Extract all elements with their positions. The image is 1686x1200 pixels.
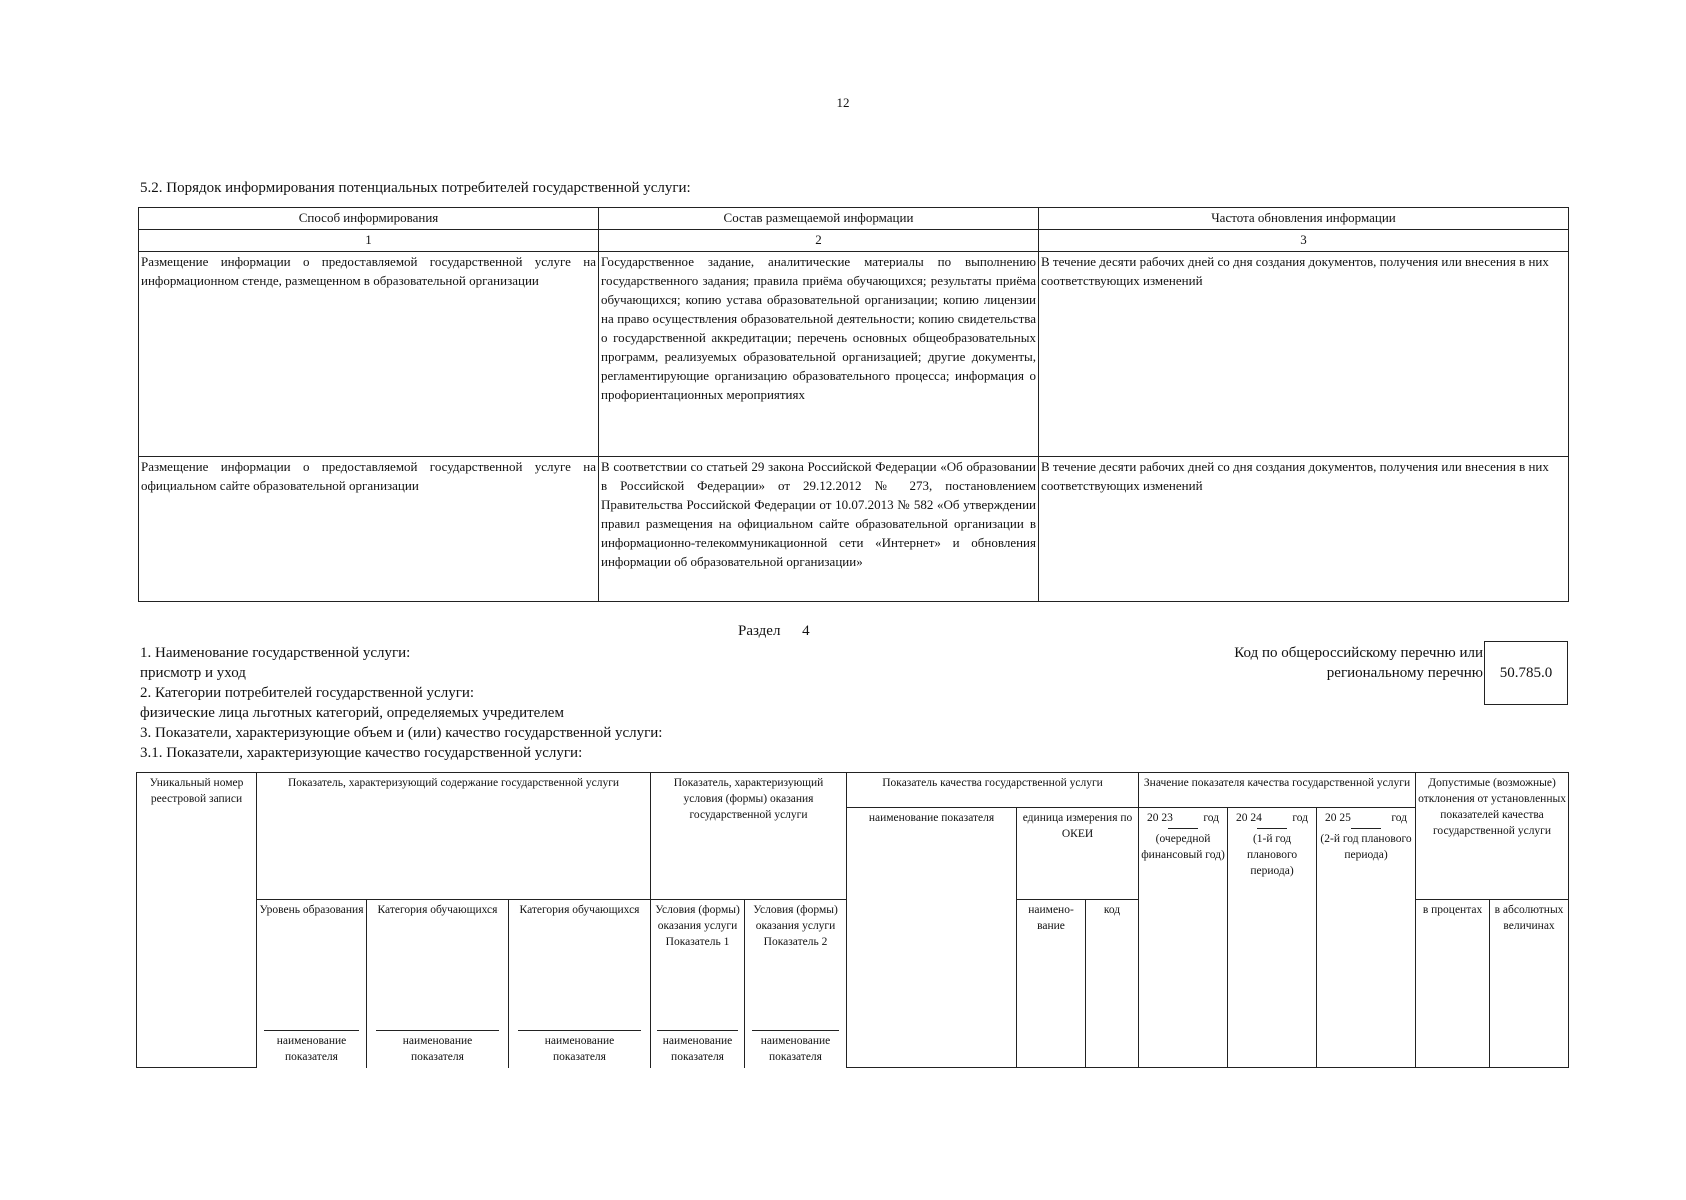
year-word: год (1292, 812, 1309, 824)
condition-col-header: Условия (формы) оказания услуги Показатель 2 (745, 900, 847, 1028)
info-frequency-cell: В течение десяти рабочих дней со дня создания документов, получения или внесения в них соответствующих изменений (1039, 457, 1569, 602)
year-word: год (1391, 812, 1408, 824)
indicator-name-label: наименование показателя (657, 1030, 737, 1065)
table-row (139, 457, 1569, 602)
content-col-header: Категория обучающихся (509, 900, 651, 1028)
condition-col-header: Условия (формы) оказания услуги Показатель 1 (651, 900, 745, 1028)
content-col-header: Категория обучающихся (367, 900, 509, 1028)
section-title: Раздел 4 (738, 623, 810, 639)
year-column (1139, 808, 1228, 1068)
registry-code-box: 50.785.0 (1484, 641, 1568, 705)
column-number: 1 (139, 230, 599, 252)
year-column (1317, 808, 1416, 1068)
deviation-header: Допустимые (возможные) отклонения от установленных показателей качества государственной услуги (1416, 773, 1569, 900)
deviation-absolute-header: в абсолютных величинах (1490, 900, 1569, 1068)
year-underline (1168, 828, 1198, 829)
year-note: (2-й год планового периода) (1320, 833, 1412, 861)
indicator-name-label: наименование показателя (752, 1030, 839, 1065)
indicator-name-label: наименование показателя (518, 1030, 641, 1065)
page-number: 12 (836, 95, 850, 110)
indicator-name-label: наименование показателя (376, 1030, 499, 1065)
information-table (138, 207, 1569, 602)
quality-header-row (137, 773, 1569, 808)
column-number: 3 (1039, 230, 1569, 252)
table-row (139, 252, 1569, 457)
year-value: 20 24 (1236, 812, 1262, 824)
quality-indicators-table (136, 772, 1569, 1068)
info-table-header-row (139, 208, 1569, 230)
year-column (1228, 808, 1317, 1068)
info-method-cell: Размещение информации о предоставляемой государственной услуге на информационном стенде, размещенном в образовательной организации (139, 252, 599, 457)
info-content-cell: В соответствии со статьей 29 закона Российской Федерации «Об образовании в Российской Федерации» от 29.12.2012 № 273, постановлением Правительства Российской Федерации от 10.07.2013 № 582 «Об утверждении правил размещения на официальном сайте образовательной организации в информационно-телекоммуникационной сети «Интернет» и обновления информации об образовательной организации» (599, 457, 1039, 602)
column-header-method: Способ информирования (139, 208, 599, 230)
info-content-cell: Государственное задание, аналитические материалы по выполнению государственного задания; правила приёма обучающихся; результаты приёма обучающихся; копию устава образовательной организации; копию лицензии на право осуществления образовательной деятельности; копию свидетельства о государственной аккредитации; перечень основных общеобразовательных программ, реализуемых образовательной организацией; другие документы, регламентирующие организацию образовательного процесса; информация о профориентационных мероприятиях (599, 252, 1039, 457)
deviation-percent-header: в процентах (1416, 900, 1490, 1068)
consumers-value: физические лица льготных категорий, определяемых учредителем (140, 705, 564, 721)
consumers-label: 2. Категории потребителей государственной услуги: (140, 685, 475, 701)
info-method-cell: Размещение информации о предоставляемой государственной услуге на официальном сайте образовательной организации (139, 457, 599, 602)
unit-name-header: наимено-вание (1017, 900, 1086, 1068)
quality-value-header: Значение показателя качества государственной услуги (1139, 773, 1416, 808)
year-note: (1-й год планового периода) (1246, 833, 1298, 877)
year-note: (очередной финансовый год) (1141, 833, 1225, 861)
year-underline (1257, 828, 1287, 829)
info-frequency-cell: В течение десяти рабочих дней со дня создания документов, получения или внесения в них соответствующих изменений (1039, 252, 1569, 457)
year-value: 20 25 (1325, 812, 1351, 824)
quality-indicators-label: 3.1. Показатели, характеризующие качество государственной услуги: (140, 745, 583, 761)
indicator-name-label: наименование показателя (264, 1030, 359, 1065)
year-value: 20 23 (1147, 812, 1173, 824)
column-number: 2 (599, 230, 1039, 252)
quality-indicator-name: наименование показателя (847, 808, 1017, 1068)
content-col-header: Уровень образования (257, 900, 367, 1028)
content-indicator-header: Показатель, характеризующий содержание государственной услуги (257, 773, 651, 900)
info-table-number-row (139, 230, 1569, 252)
registry-number-header: Уникальный номер реестровой записи (137, 773, 257, 1068)
column-header-content: Состав размещаемой информации (599, 208, 1039, 230)
indicators-label: 3. Показатели, характеризующие объем и (или) качество государственной услуги: (140, 725, 663, 741)
unit-header: единица измерения по ОКЕИ (1017, 808, 1139, 900)
service-name-label: 1. Наименование государственной услуги: (140, 645, 411, 661)
registry-code-label: Код по общероссийскому перечню или региональному перечню (1234, 645, 1483, 681)
condition-indicator-header: Показатель, характеризующий условия (формы) оказания государственной услуги (651, 773, 847, 900)
year-word: год (1203, 812, 1220, 824)
unit-code-header: код (1086, 900, 1139, 1068)
column-header-frequency: Частота обновления информации (1039, 208, 1569, 230)
quality-indicator-header: Показатель качества государственной услуги (847, 773, 1139, 808)
service-name-value: присмотр и уход (140, 665, 246, 681)
year-underline (1351, 828, 1381, 829)
info-section-heading: 5.2. Порядок информирования потенциальных потребителей государственной услуги: (140, 180, 691, 196)
